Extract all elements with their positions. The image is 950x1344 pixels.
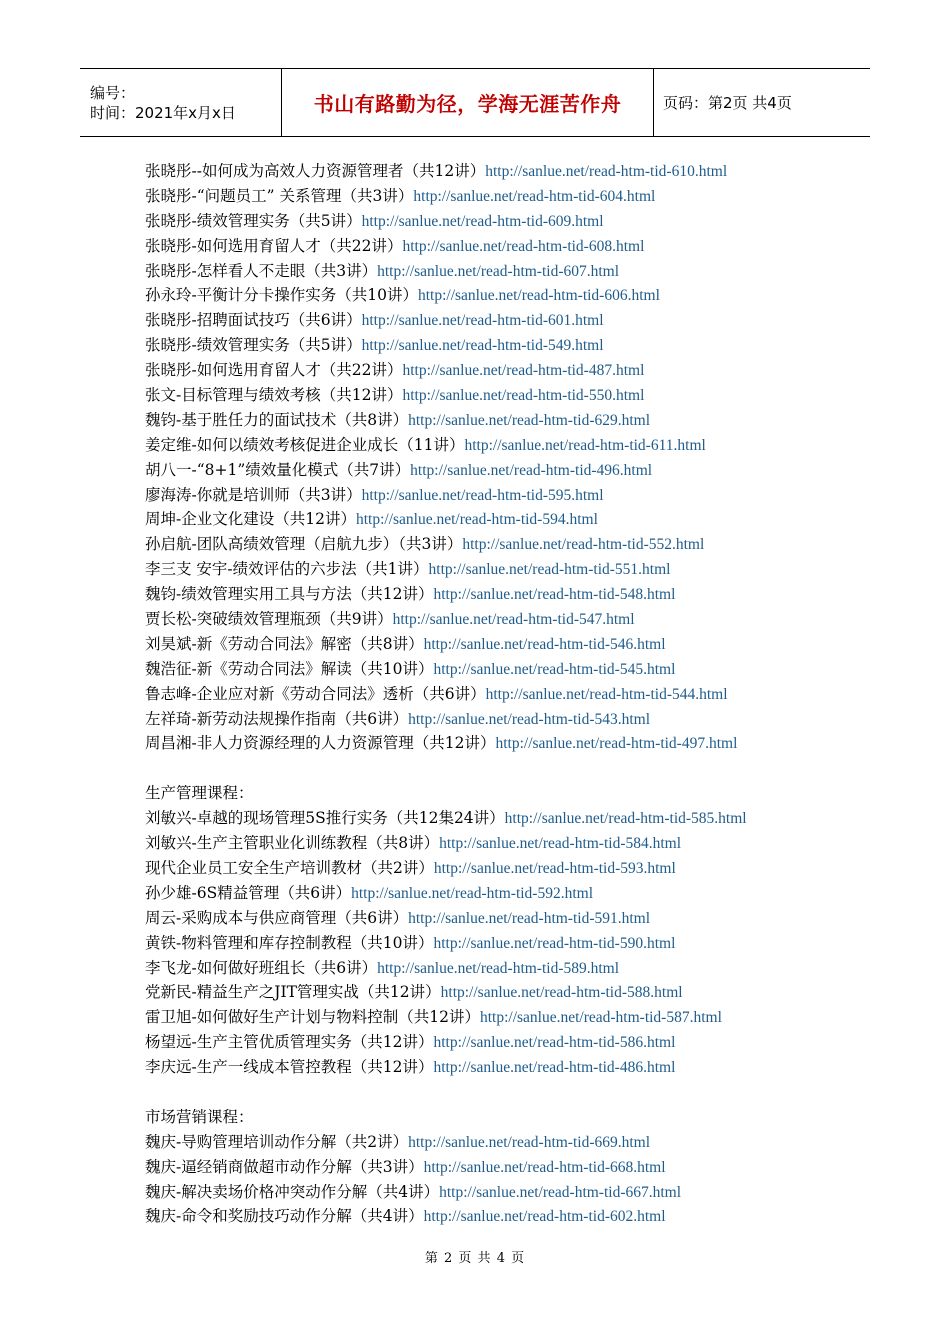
page-footer: 第 2 页 共 4 页	[424, 1251, 526, 1266]
course-link[interactable]: http://sanlue.net/read-htm-tid-610.html	[485, 163, 728, 180]
course-title: 张晓彤-怎样看人不走眼（共3讲）	[145, 261, 378, 280]
course-entry	[145, 582, 885, 607]
course-link[interactable]: http://sanlue.net/read-htm-tid-593.html	[433, 859, 676, 877]
course-link[interactable]: http://sanlue.net/read-htm-tid-589.html	[377, 959, 620, 977]
course-list	[145, 159, 885, 1229]
course-title: 孙永玲-平衡计分卡操作实务（共10讲）	[145, 286, 418, 305]
course-link[interactable]: http://sanlue.net/read-htm-tid-547.html	[392, 611, 635, 629]
course-link[interactable]: http://sanlue.net/read-htm-tid-487.html	[402, 362, 645, 380]
course-entry	[145, 831, 885, 856]
header-motto-cell	[281, 69, 654, 136]
course-entry	[145, 731, 885, 756]
course-title: 魏庆-命令和奖励技巧动作分解（共4讲）	[145, 1207, 424, 1226]
course-entry	[145, 682, 885, 707]
course-title: 周昌湘-非人力资源经理的人力资源管理（共12讲）	[145, 734, 496, 753]
course-link[interactable]: http://sanlue.net/read-htm-tid-669.html	[408, 1133, 651, 1151]
course-entry	[145, 1130, 885, 1155]
course-entry	[145, 607, 885, 632]
course-entry	[145, 1180, 885, 1205]
course-entry	[145, 707, 885, 732]
course-entry	[145, 881, 885, 906]
course-title: 李飞龙-如何做好班组长（共6讲）	[145, 958, 378, 977]
course-entry	[145, 383, 885, 408]
course-entry	[145, 333, 885, 358]
course-link[interactable]: http://sanlue.net/read-htm-tid-606.html	[417, 287, 660, 305]
course-link[interactable]: http://sanlue.net/read-htm-tid-548.html	[433, 586, 676, 604]
course-link[interactable]: http://sanlue.net/read-htm-tid-629.html	[408, 411, 651, 429]
course-title: 李庆远-生产一线成本管控教程（共12讲）	[145, 1058, 434, 1077]
course-link[interactable]: http://sanlue.net/read-htm-tid-584.html	[439, 835, 682, 853]
course-entry	[145, 1030, 885, 1055]
course-title: 魏庆-解决卖场价格冲突动作分解（共4讲）	[145, 1182, 440, 1201]
course-entry	[145, 259, 885, 284]
course-link[interactable]: http://sanlue.net/read-htm-tid-594.html	[355, 511, 598, 529]
course-entry	[145, 1155, 885, 1180]
course-entry	[145, 209, 885, 234]
course-entry	[145, 657, 885, 682]
course-entry	[145, 806, 885, 831]
course-title: 张晓彤--如何成为高效人力资源管理者（共12讲）	[145, 162, 486, 180]
course-title: 周云-采购成本与供应商管理（共6讲）	[145, 908, 409, 927]
marketing-course-section	[145, 1130, 885, 1230]
course-title: 孙启航-团队高绩效管理（启航九步）（共3讲）	[145, 535, 463, 554]
course-entry	[145, 433, 885, 458]
course-entry	[145, 159, 885, 184]
time-label: 时间：2021年x月x日	[90, 103, 236, 122]
course-link[interactable]: http://sanlue.net/read-htm-tid-668.html	[423, 1158, 666, 1176]
course-title: 现代企业员工安全生产培训教材（共2讲）	[145, 858, 434, 877]
course-title: 张晓彤-绩效管理实务（共5讲）	[145, 211, 362, 230]
course-link[interactable]: http://sanlue.net/read-htm-tid-591.html	[408, 909, 651, 927]
course-title: 鲁志峰-企业应对新《劳动合同法》透析（共6讲）	[145, 684, 486, 703]
course-entry	[145, 358, 885, 383]
course-link[interactable]: http://sanlue.net/read-htm-tid-546.html	[423, 635, 666, 653]
course-link[interactable]: http://sanlue.net/read-htm-tid-550.html	[402, 387, 645, 405]
course-link[interactable]: http://sanlue.net/read-htm-tid-586.html	[433, 1034, 676, 1052]
header-motto: 书山有路勤为径，学海无涯苦作舟	[313, 92, 622, 116]
course-link[interactable]: http://sanlue.net/read-htm-tid-486.html	[433, 1059, 676, 1077]
course-link[interactable]: http://sanlue.net/read-htm-tid-496.html	[410, 461, 653, 479]
course-title: 孙少雄-6S精益管理（共6讲）	[145, 883, 352, 902]
course-title: 杨望远-生产主管优质管理实务（共12讲）	[145, 1033, 434, 1052]
course-title: 魏浩征-新《劳动合同法》解读（共10讲）	[145, 659, 434, 678]
header-meta	[80, 69, 281, 136]
course-link[interactable]: http://sanlue.net/read-htm-tid-592.html	[351, 884, 594, 902]
course-entry	[145, 1055, 885, 1080]
course-entry	[145, 458, 885, 483]
course-link[interactable]: http://sanlue.net/read-htm-tid-607.html	[377, 262, 620, 280]
course-link[interactable]: http://sanlue.net/read-htm-tid-545.html	[433, 660, 676, 678]
course-title: 姜定维-如何以绩效考核促进企业成长（11讲）	[145, 435, 465, 454]
course-entry	[145, 184, 885, 209]
course-entry	[145, 980, 885, 1005]
course-title: 黄铁-物料管理和库存控制教程（共10讲）	[145, 933, 434, 952]
course-link[interactable]: http://sanlue.net/read-htm-tid-551.html	[428, 561, 671, 579]
course-link[interactable]: http://sanlue.net/read-htm-tid-497.html	[495, 735, 738, 753]
course-entry	[145, 408, 885, 433]
production-section-heading: 生产管理课程：	[145, 784, 254, 803]
course-title: 张晓彤-绩效管理实务（共5讲）	[145, 336, 362, 355]
section-gap	[145, 1080, 885, 1105]
course-title: 廖海涛-你就是培训师（共3讲）	[145, 485, 362, 504]
course-entry	[145, 532, 885, 557]
course-entry	[145, 234, 885, 259]
course-entry	[145, 283, 885, 308]
course-entry	[145, 557, 885, 582]
course-title: 刘昊斌-新《劳动合同法》解密（共8讲）	[145, 634, 424, 653]
course-link[interactable]: http://sanlue.net/read-htm-tid-611.html	[464, 436, 706, 454]
course-title: 雷卫旭-如何做好生产计划与物料控制（共12讲）	[145, 1008, 480, 1027]
course-title: 贾长松-突破绩效管理瓶颈（共9讲）	[145, 610, 393, 629]
course-title: 魏庆-导购管理培训动作分解（共2讲）	[145, 1132, 409, 1151]
course-link[interactable]: http://sanlue.net/read-htm-tid-590.html	[433, 934, 676, 952]
course-link[interactable]: http://sanlue.net/read-htm-tid-604.html	[413, 187, 656, 205]
course-link[interactable]: http://sanlue.net/read-htm-tid-667.html	[439, 1183, 682, 1201]
course-title: 魏钧-绩效管理实用工具与方法（共12讲）	[145, 585, 434, 604]
course-link[interactable]: http://sanlue.net/read-htm-tid-587.html	[479, 1009, 722, 1027]
course-title: 魏钧-基于胜任力的面试技术（共8讲）	[145, 410, 409, 429]
course-link[interactable]: http://sanlue.net/read-htm-tid-552.html	[462, 536, 705, 554]
course-title: 张晓彤-“问题员工” 关系管理（共3讲）	[145, 186, 414, 205]
course-entry	[145, 956, 885, 981]
course-entry	[145, 632, 885, 657]
course-title: 左祥琦-新劳动法规操作指南（共6讲）	[145, 709, 409, 728]
header-page-info: 页码：第2页 共4页	[663, 94, 792, 112]
header-page-cell	[654, 69, 870, 136]
course-title: 刘敏兴-卓越的现场管理5S推行实务（共12集24讲）	[145, 809, 505, 828]
course-title: 张晓彤-招聘面试技巧（共6讲）	[145, 311, 362, 330]
section-gap	[145, 756, 885, 781]
course-title: 张文-目标管理与绩效考核（共12讲）	[145, 386, 403, 405]
course-entry	[145, 308, 885, 333]
course-entry	[145, 483, 885, 508]
course-entry	[145, 1005, 885, 1030]
course-title: 李三支 安宇-绩效评估的六步法（共1讲）	[145, 560, 429, 579]
number-label: 编号：	[90, 83, 136, 102]
course-title: 周坤-企业文化建设（共12讲）	[145, 510, 356, 529]
course-title: 魏庆-逼经销商做超市动作分解（共3讲）	[145, 1157, 424, 1176]
course-link[interactable]: http://sanlue.net/read-htm-tid-601.html	[361, 312, 604, 330]
hr-course-section	[145, 159, 885, 756]
course-title: 张晓彤-如何选用育留人才（共22讲）	[145, 236, 403, 255]
course-title: 张晓彤-如何选用育留人才（共22讲）	[145, 361, 403, 380]
course-entry	[145, 507, 885, 532]
course-link[interactable]: http://sanlue.net/read-htm-tid-608.html	[402, 237, 645, 255]
course-link[interactable]: http://sanlue.net/read-htm-tid-543.html	[408, 710, 651, 728]
course-title: 刘敏兴-生产主管职业化训练教程（共8讲）	[145, 834, 440, 853]
course-title: 胡八一-“8+1”绩效量化模式（共7讲）	[145, 460, 411, 479]
course-title: 党新民-精益生产之JIT管理实战（共12讲）	[145, 983, 441, 1002]
document-header	[80, 68, 870, 137]
course-link[interactable]: http://sanlue.net/read-htm-tid-609.html	[361, 212, 604, 230]
course-entry	[145, 1204, 885, 1229]
course-link[interactable]: http://sanlue.net/read-htm-tid-602.html	[423, 1208, 666, 1226]
course-entry	[145, 931, 885, 956]
course-link[interactable]: http://sanlue.net/read-htm-tid-588.html	[440, 984, 683, 1002]
course-link[interactable]: http://sanlue.net/read-htm-tid-585.html	[504, 810, 747, 828]
course-entry	[145, 906, 885, 931]
course-entry	[145, 856, 885, 881]
course-link[interactable]: http://sanlue.net/read-htm-tid-549.html	[361, 337, 604, 355]
marketing-section-heading: 市场营销课程：	[145, 1107, 254, 1126]
course-link[interactable]: http://sanlue.net/read-htm-tid-544.html	[485, 685, 728, 703]
course-link[interactable]: http://sanlue.net/read-htm-tid-595.html	[361, 486, 604, 504]
production-course-section	[145, 806, 885, 1080]
